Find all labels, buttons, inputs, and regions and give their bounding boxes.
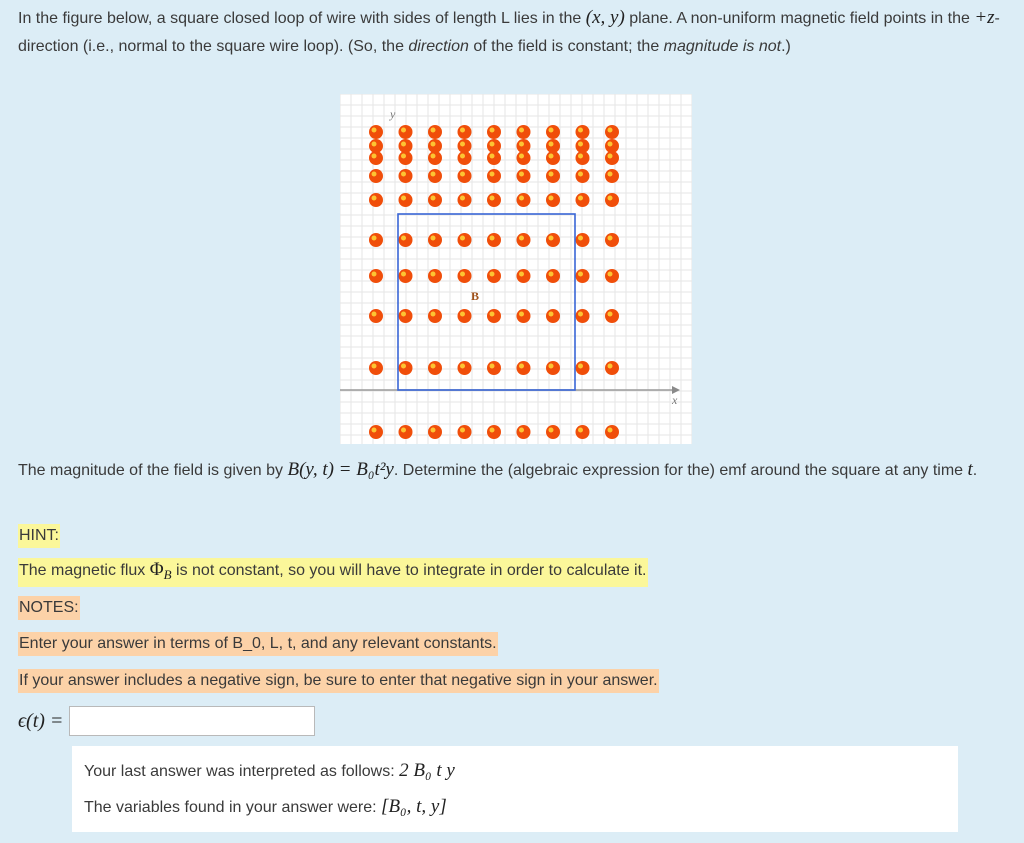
field-dot-icon bbox=[428, 309, 442, 323]
field-dot-icon bbox=[487, 169, 501, 183]
field-dot-highlight bbox=[431, 236, 436, 241]
field-dot-icon bbox=[458, 169, 472, 183]
field-dot-icon bbox=[369, 361, 383, 375]
field-dot-icon bbox=[517, 269, 531, 283]
field-dot-icon bbox=[517, 125, 531, 139]
field-dot-icon bbox=[576, 125, 590, 139]
field-dot-icon bbox=[458, 193, 472, 207]
field-dot-icon bbox=[458, 361, 472, 375]
field-dot-highlight bbox=[460, 154, 465, 159]
field-dot-highlight bbox=[401, 428, 406, 433]
field-dot-highlight bbox=[608, 312, 613, 317]
field-dot-icon bbox=[605, 151, 619, 165]
field-dot-icon bbox=[546, 125, 560, 139]
field-dot-highlight bbox=[578, 236, 583, 241]
field-dot-highlight bbox=[460, 128, 465, 133]
field-dot-icon bbox=[487, 309, 501, 323]
field-dot-highlight bbox=[578, 128, 583, 133]
field-dot-highlight bbox=[460, 428, 465, 433]
intro-emphasis: not bbox=[758, 38, 782, 55]
field-dot-icon bbox=[399, 125, 413, 139]
field-dot-icon bbox=[458, 125, 472, 139]
field-dot-icon bbox=[458, 269, 472, 283]
field-dot-highlight bbox=[549, 312, 554, 317]
answer-input[interactable] bbox=[69, 706, 315, 736]
feedback-text: Your last answer was interpreted as follows: bbox=[84, 763, 400, 780]
field-dot-highlight bbox=[401, 196, 406, 201]
field-dot-icon bbox=[605, 269, 619, 283]
field-dot-icon bbox=[428, 125, 442, 139]
field-dot-icon bbox=[517, 139, 531, 153]
field-dot-icon bbox=[576, 233, 590, 247]
field-dot-icon bbox=[576, 269, 590, 283]
field-dot-highlight bbox=[578, 312, 583, 317]
field-dot-highlight bbox=[401, 154, 406, 159]
field-equation: B(y, t) = B₀t²y bbox=[287, 459, 394, 480]
field-dot-highlight bbox=[490, 272, 495, 277]
field-dot-icon bbox=[399, 309, 413, 323]
field-dot-icon bbox=[428, 233, 442, 247]
hint-flux-symbol: Φ bbox=[149, 559, 164, 580]
field-dot-highlight bbox=[608, 428, 613, 433]
field-dot-icon bbox=[576, 309, 590, 323]
field-dot-icon bbox=[428, 361, 442, 375]
field-dot-highlight bbox=[460, 172, 465, 177]
field-dot-icon bbox=[399, 269, 413, 283]
field-dot-icon bbox=[576, 151, 590, 165]
field-dot-highlight bbox=[431, 428, 436, 433]
field-dot-highlight bbox=[401, 128, 406, 133]
field-text: . bbox=[972, 462, 978, 479]
field-dot-icon bbox=[487, 269, 501, 283]
field-dot-icon bbox=[369, 233, 383, 247]
feedback-interpreted-math: 2 B₀ t y bbox=[399, 760, 455, 781]
field-figure bbox=[340, 94, 692, 444]
field-dot-icon bbox=[487, 139, 501, 153]
field-dot-highlight bbox=[372, 428, 377, 433]
field-dot-icon bbox=[487, 425, 501, 439]
intro-emphasis: direction bbox=[408, 38, 469, 55]
field-dot-icon bbox=[428, 169, 442, 183]
feedback-box bbox=[72, 746, 958, 832]
field-dot-highlight bbox=[490, 364, 495, 369]
field-dot-icon bbox=[546, 425, 560, 439]
field-dot-icon bbox=[605, 139, 619, 153]
hint-text-part: The magnetic flux bbox=[19, 562, 150, 579]
field-dot-icon bbox=[576, 361, 590, 375]
field-dot-highlight bbox=[401, 142, 406, 147]
field-dot-icon bbox=[546, 233, 560, 247]
field-diagram bbox=[340, 94, 692, 444]
field-dot-icon bbox=[428, 425, 442, 439]
field-text: . Determine the (algebraic expression for the) emf around the square at any time bbox=[393, 462, 968, 479]
field-dot-highlight bbox=[431, 142, 436, 147]
field-dot-highlight bbox=[460, 236, 465, 241]
field-dot-highlight bbox=[401, 364, 406, 369]
field-dot-icon bbox=[517, 169, 531, 183]
field-dot-highlight bbox=[549, 128, 554, 133]
field-dot-icon bbox=[576, 169, 590, 183]
field-dot-icon bbox=[546, 151, 560, 165]
field-dot-icon bbox=[546, 169, 560, 183]
field-dot-icon bbox=[487, 125, 501, 139]
field-dot-highlight bbox=[549, 272, 554, 277]
feedback-variables-math: [B₀, t, y] bbox=[381, 796, 447, 817]
field-dot-icon bbox=[546, 193, 560, 207]
field-dot-highlight bbox=[490, 128, 495, 133]
field-dot-icon bbox=[458, 233, 472, 247]
field-dot-highlight bbox=[431, 154, 436, 159]
field-dot-icon bbox=[517, 361, 531, 375]
feedback-text: The variables found in your answer were: bbox=[84, 799, 382, 816]
answer-label: ϵ(t) = bbox=[18, 709, 64, 732]
field-dot-icon bbox=[428, 151, 442, 165]
field-dot-icon bbox=[369, 125, 383, 139]
field-dot-highlight bbox=[519, 172, 524, 177]
field-dot-icon bbox=[399, 425, 413, 439]
field-dot-highlight bbox=[372, 196, 377, 201]
field-dot-icon bbox=[399, 151, 413, 165]
field-dot-highlight bbox=[490, 196, 495, 201]
field-dot-icon bbox=[428, 193, 442, 207]
field-dot-icon bbox=[487, 233, 501, 247]
field-dot-icon bbox=[605, 193, 619, 207]
field-dot-highlight bbox=[431, 272, 436, 277]
field-dot-icon bbox=[399, 139, 413, 153]
field-dot-highlight bbox=[549, 236, 554, 241]
field-dot-icon bbox=[458, 425, 472, 439]
field-dot-highlight bbox=[549, 154, 554, 159]
field-dot-highlight bbox=[578, 154, 583, 159]
field-dot-icon bbox=[605, 169, 619, 183]
field-dot-highlight bbox=[372, 312, 377, 317]
field-dot-highlight bbox=[519, 128, 524, 133]
field-dot-highlight bbox=[490, 142, 495, 147]
field-dot-icon bbox=[369, 139, 383, 153]
field-dot-highlight bbox=[431, 364, 436, 369]
field-dot-highlight bbox=[460, 364, 465, 369]
field-label: B bbox=[471, 289, 480, 303]
field-dot-icon bbox=[517, 425, 531, 439]
y-axis-label: y bbox=[390, 107, 396, 121]
field-dot-highlight bbox=[578, 142, 583, 147]
field-dot-icon bbox=[369, 169, 383, 183]
field-text: The magnitude of the field is given by bbox=[18, 462, 288, 479]
field-dot-icon bbox=[605, 425, 619, 439]
field-dot-icon bbox=[458, 139, 472, 153]
field-dot-highlight bbox=[401, 236, 406, 241]
field-dot-highlight bbox=[401, 312, 406, 317]
field-dot-highlight bbox=[372, 364, 377, 369]
field-dot-icon bbox=[487, 361, 501, 375]
field-dot-highlight bbox=[431, 196, 436, 201]
field-dot-icon bbox=[369, 193, 383, 207]
field-dot-highlight bbox=[519, 272, 524, 277]
field-dot-highlight bbox=[372, 172, 377, 177]
field-dot-highlight bbox=[608, 236, 613, 241]
field-dot-highlight bbox=[608, 364, 613, 369]
field-dot-highlight bbox=[608, 172, 613, 177]
field-dot-highlight bbox=[519, 142, 524, 147]
field-dot-highlight bbox=[578, 364, 583, 369]
field-dot-highlight bbox=[401, 172, 406, 177]
field-dot-icon bbox=[546, 139, 560, 153]
field-dot-highlight bbox=[549, 142, 554, 147]
field-dot-icon bbox=[605, 309, 619, 323]
field-dot-highlight bbox=[372, 128, 377, 133]
hint-text bbox=[18, 558, 648, 587]
field-dot-highlight bbox=[460, 196, 465, 201]
field-dot-icon bbox=[369, 269, 383, 283]
field-dot-highlight bbox=[578, 196, 583, 201]
field-dot-highlight bbox=[460, 272, 465, 277]
field-dot-highlight bbox=[549, 172, 554, 177]
field-dot-highlight bbox=[401, 272, 406, 277]
field-dot-icon bbox=[428, 139, 442, 153]
field-dot-highlight bbox=[608, 196, 613, 201]
field-dot-highlight bbox=[519, 196, 524, 201]
field-dot-highlight bbox=[372, 154, 377, 159]
field-dot-icon bbox=[517, 309, 531, 323]
intro-text: plane. A non-uniform magnetic field points in the bbox=[624, 10, 975, 27]
field-dot-icon bbox=[517, 151, 531, 165]
field-dot-highlight bbox=[549, 364, 554, 369]
field-dot-icon bbox=[458, 151, 472, 165]
field-dot-highlight bbox=[431, 312, 436, 317]
field-dot-icon bbox=[517, 233, 531, 247]
field-dot-icon bbox=[546, 309, 560, 323]
field-dot-icon bbox=[458, 309, 472, 323]
field-dot-icon bbox=[399, 361, 413, 375]
field-dot-highlight bbox=[490, 312, 495, 317]
field-dot-highlight bbox=[608, 154, 613, 159]
field-dot-highlight bbox=[608, 142, 613, 147]
intro-math-z: +z bbox=[974, 7, 995, 28]
field-dot-highlight bbox=[490, 428, 495, 433]
field-dot-highlight bbox=[460, 142, 465, 147]
intro-text: .) bbox=[781, 38, 791, 55]
field-dot-highlight bbox=[519, 154, 524, 159]
note-terms: Enter your answer in terms of B_0, L, t, and any relevant constants. bbox=[18, 632, 498, 656]
problem-intro bbox=[18, 4, 1008, 61]
field-dot-icon bbox=[576, 139, 590, 153]
field-dot-highlight bbox=[549, 428, 554, 433]
field-dot-highlight bbox=[608, 128, 613, 133]
field-dot-highlight bbox=[431, 128, 436, 133]
note-negative-sign: If your answer includes a negative sign, be sure to enter that negative sign in your answer. bbox=[18, 669, 659, 693]
intro-emphasis: magnitude bbox=[663, 38, 739, 55]
field-dot-icon bbox=[605, 125, 619, 139]
hint-flux-subscript: B bbox=[163, 567, 172, 583]
field-dot-icon bbox=[428, 269, 442, 283]
field-dot-icon bbox=[369, 309, 383, 323]
field-dot-highlight bbox=[578, 428, 583, 433]
field-dot-icon bbox=[369, 425, 383, 439]
field-dot-highlight bbox=[490, 236, 495, 241]
field-dot-highlight bbox=[490, 154, 495, 159]
field-dot-highlight bbox=[372, 236, 377, 241]
field-dot-highlight bbox=[490, 172, 495, 177]
x-axis-label: x bbox=[672, 393, 678, 407]
field-dot-highlight bbox=[608, 272, 613, 277]
field-dot-icon bbox=[546, 269, 560, 283]
field-dot-highlight bbox=[460, 312, 465, 317]
field-dot-highlight bbox=[578, 172, 583, 177]
intro-text: is bbox=[738, 38, 759, 55]
field-math-t: t bbox=[967, 459, 973, 480]
hint-label: HINT: bbox=[18, 524, 60, 548]
problem-field bbox=[18, 456, 1008, 485]
field-dot-icon bbox=[487, 151, 501, 165]
field-dot-highlight bbox=[519, 428, 524, 433]
field-dot-icon bbox=[399, 169, 413, 183]
feedback-variables bbox=[84, 796, 447, 818]
notes-label: NOTES: bbox=[18, 596, 80, 620]
field-dot-icon bbox=[399, 233, 413, 247]
feedback-interpreted bbox=[84, 760, 455, 782]
field-dot-icon bbox=[369, 151, 383, 165]
field-dot-icon bbox=[399, 193, 413, 207]
field-dot-highlight bbox=[372, 142, 377, 147]
intro-text: of the field is constant; the bbox=[468, 38, 664, 55]
field-dot-highlight bbox=[519, 364, 524, 369]
field-dot-icon bbox=[576, 193, 590, 207]
field-dot-highlight bbox=[519, 312, 524, 317]
field-dot-icon bbox=[487, 193, 501, 207]
field-dot-icon bbox=[605, 233, 619, 247]
field-dot-icon bbox=[605, 361, 619, 375]
field-dot-highlight bbox=[519, 236, 524, 241]
field-dot-icon bbox=[517, 193, 531, 207]
intro-text: -direction (i.e., normal to the square wire loop). (So, the bbox=[18, 10, 1000, 55]
field-dot-highlight bbox=[372, 272, 377, 277]
hint-text-part: is not constant, so you will have to integrate in order to calculate it. bbox=[171, 562, 647, 579]
field-dot-highlight bbox=[549, 196, 554, 201]
field-dot-icon bbox=[576, 425, 590, 439]
intro-text: In the figure below, a square closed loop of wire with sides of length L lies in the bbox=[18, 10, 586, 27]
field-dot-icon bbox=[546, 361, 560, 375]
intro-math-xy: (x, y) bbox=[585, 7, 625, 28]
field-dot-highlight bbox=[578, 272, 583, 277]
field-dot-highlight bbox=[431, 172, 436, 177]
answer-row bbox=[18, 704, 315, 738]
